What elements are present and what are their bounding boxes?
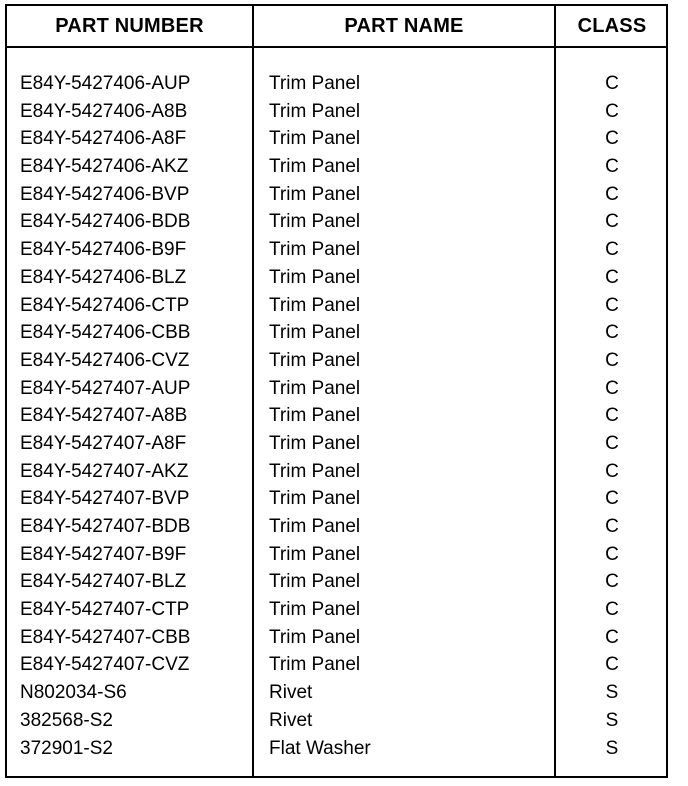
class-cell: C bbox=[605, 183, 619, 205]
class-cell: C bbox=[605, 156, 619, 178]
part-number-cell: E84Y-5427406-BDB bbox=[20, 211, 191, 233]
part-name-cell: Rivet bbox=[269, 709, 313, 731]
part-name-cell: Trim Panel bbox=[269, 183, 361, 205]
part-number-cell: E84Y-5427406-B9F bbox=[20, 239, 187, 261]
table-row bbox=[7, 264, 666, 292]
part-name-cell: Trim Panel bbox=[269, 156, 361, 178]
header-class: CLASS bbox=[577, 14, 647, 37]
part-number-cell: E84Y-5427406-CTP bbox=[20, 294, 190, 316]
part-name-cell: Trim Panel bbox=[269, 571, 361, 593]
part-name-cell: Trim Panel bbox=[269, 599, 361, 621]
part-name-cell: Trim Panel bbox=[269, 543, 361, 565]
part-name-cell: Trim Panel bbox=[269, 349, 361, 371]
class-cell: C bbox=[605, 460, 619, 482]
class-cell: C bbox=[605, 599, 619, 621]
part-name-cell: Trim Panel bbox=[269, 377, 361, 399]
part-name-cell: Trim Panel bbox=[269, 488, 361, 510]
part-name-cell: Trim Panel bbox=[269, 73, 361, 94]
part-number-cell: E84Y-5427407-AKZ bbox=[20, 460, 189, 482]
part-number-cell: E84Y-5427407-BDB bbox=[20, 516, 191, 537]
part-number-cell: E84Y-5427407-CVZ bbox=[20, 654, 190, 676]
part-name-cell: Rivet bbox=[269, 682, 313, 704]
part-name-cell: Trim Panel bbox=[269, 654, 361, 676]
class-cell: C bbox=[605, 377, 619, 399]
class-cell: C bbox=[605, 432, 619, 454]
table-row bbox=[7, 707, 666, 735]
table-row bbox=[7, 153, 666, 181]
class-cell: C bbox=[605, 73, 619, 94]
part-name-cell: Trim Panel bbox=[269, 626, 361, 648]
class-cell: C bbox=[605, 571, 619, 593]
table-row bbox=[7, 568, 666, 596]
class-cell: C bbox=[605, 405, 619, 427]
part-number-cell: E84Y-5427407-BLZ bbox=[20, 571, 187, 593]
part-number-cell: E84Y-5427406-BVP bbox=[20, 183, 190, 205]
table-row bbox=[7, 430, 666, 458]
table-row bbox=[7, 208, 666, 236]
table-row bbox=[7, 541, 666, 569]
class-cell: C bbox=[605, 266, 619, 288]
table-row bbox=[7, 181, 666, 209]
table-row bbox=[7, 458, 666, 486]
table-row bbox=[7, 98, 666, 126]
class-cell: C bbox=[605, 349, 619, 371]
class-cell: S bbox=[605, 682, 619, 704]
part-number-cell: E84Y-5427407-CTP bbox=[20, 599, 190, 621]
table-row bbox=[7, 70, 666, 98]
table-row bbox=[7, 125, 666, 153]
header-part-number: PART NUMBER bbox=[55, 14, 204, 37]
part-name-cell: Trim Panel bbox=[269, 266, 361, 288]
table-row bbox=[7, 375, 666, 403]
class-cell: C bbox=[605, 239, 619, 261]
part-number-cell: E84Y-5427406-CBB bbox=[20, 322, 191, 344]
part-name-cell: Trim Panel bbox=[269, 211, 361, 233]
part-name-cell: Flat Washer bbox=[269, 737, 371, 759]
part-number-cell: E84Y-5427406-CVZ bbox=[20, 349, 190, 371]
part-number-cell: E84Y-5427407-AUP bbox=[20, 377, 191, 399]
parts-table bbox=[5, 4, 668, 778]
part-name-cell: Trim Panel bbox=[269, 128, 361, 150]
part-number-cell: E84Y-5427407-B9F bbox=[20, 543, 187, 565]
class-cell: C bbox=[605, 128, 619, 150]
class-cell: S bbox=[605, 709, 619, 731]
table-row bbox=[7, 347, 666, 375]
part-name-cell: Trim Panel bbox=[269, 516, 361, 537]
table-row bbox=[7, 513, 666, 541]
part-number-cell: E84Y-5427406-A8F bbox=[20, 128, 187, 150]
part-name-cell: Trim Panel bbox=[269, 322, 361, 344]
part-name-cell: Trim Panel bbox=[269, 460, 361, 482]
table-row bbox=[7, 651, 666, 679]
table-row bbox=[7, 402, 666, 430]
class-cell: C bbox=[605, 294, 619, 316]
table-row bbox=[7, 596, 666, 624]
class-cell: C bbox=[605, 626, 619, 648]
class-cell: C bbox=[605, 211, 619, 233]
part-number-cell: E84Y-5427406-AUP bbox=[20, 73, 191, 94]
table-row bbox=[7, 319, 666, 347]
part-name-cell: Trim Panel bbox=[269, 432, 361, 454]
class-cell: C bbox=[605, 516, 619, 537]
part-number-cell: 372901-S2 bbox=[20, 737, 113, 759]
part-name-cell: Trim Panel bbox=[269, 294, 361, 316]
class-cell: S bbox=[605, 737, 619, 759]
table-body bbox=[7, 70, 666, 762]
table-row bbox=[7, 624, 666, 652]
part-name-cell: Trim Panel bbox=[269, 100, 361, 122]
class-cell: C bbox=[605, 654, 619, 676]
table-row bbox=[7, 679, 666, 707]
part-number-cell: E84Y-5427407-A8F bbox=[20, 432, 187, 454]
class-cell: C bbox=[605, 488, 619, 510]
part-number-cell: E84Y-5427407-BVP bbox=[20, 488, 190, 510]
part-number-cell: 382568-S2 bbox=[20, 709, 113, 731]
table-row bbox=[7, 735, 666, 763]
class-cell: C bbox=[605, 100, 619, 122]
table-row bbox=[7, 292, 666, 320]
table-row bbox=[7, 236, 666, 264]
part-number-cell: E84Y-5427406-AKZ bbox=[20, 156, 189, 178]
part-name-cell: Trim Panel bbox=[269, 239, 361, 261]
table-row bbox=[7, 485, 666, 513]
part-number-cell: E84Y-5427406-A8B bbox=[20, 100, 188, 122]
part-number-cell: E84Y-5427407-A8B bbox=[20, 405, 188, 427]
class-cell: C bbox=[605, 543, 619, 565]
part-number-cell: E84Y-5427407-CBB bbox=[20, 626, 191, 648]
header-part-name: PART NAME bbox=[344, 14, 464, 37]
header-divider bbox=[7, 46, 666, 48]
part-name-cell: Trim Panel bbox=[269, 405, 361, 427]
part-number-cell: N802034-S6 bbox=[20, 682, 127, 704]
part-number-cell: E84Y-5427406-BLZ bbox=[20, 266, 187, 288]
class-cell: C bbox=[605, 322, 619, 344]
